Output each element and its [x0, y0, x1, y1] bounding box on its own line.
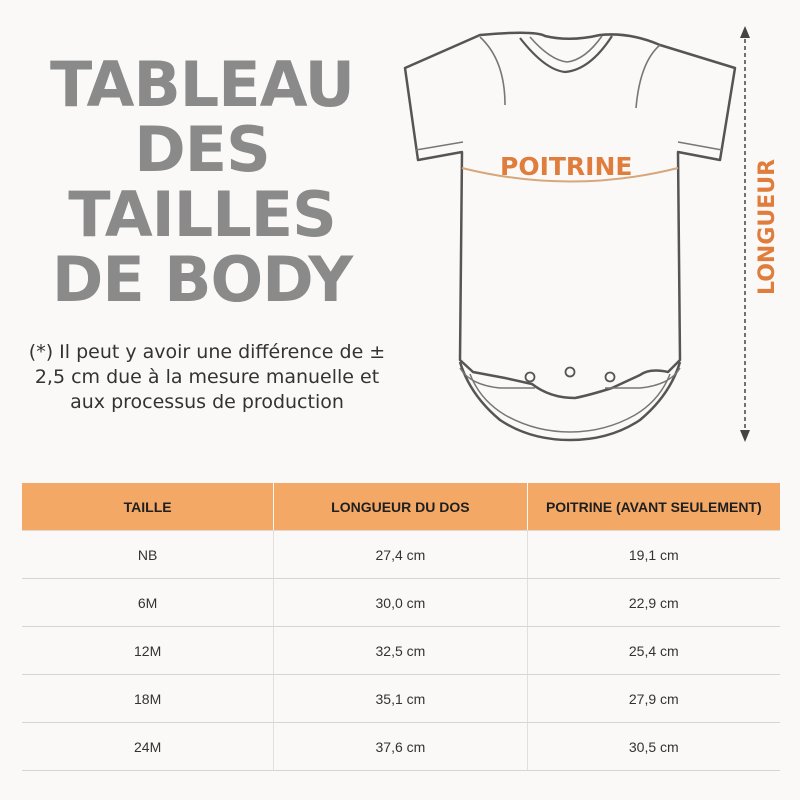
cell-size: 18M — [22, 675, 274, 723]
snap-center — [566, 368, 575, 377]
measurement-note: (*) Il peut y avoir une différence de ± 2,5 cm due à la mesure manuelle et aux processus de production — [28, 341, 386, 413]
bodysuit-outline — [405, 33, 735, 398]
title-line-4: DE BODY — [51, 243, 353, 316]
table-row — [22, 675, 780, 723]
table-row — [22, 579, 780, 627]
title-line-2: DES — [134, 113, 270, 186]
length-label: LONGUEUR — [755, 158, 780, 295]
cell-chest: 19,1 cm — [527, 531, 780, 579]
header-size: TAILLE — [22, 483, 274, 531]
table-row — [22, 723, 780, 771]
cell-chest: 22,9 cm — [527, 579, 780, 627]
title-line-3: TAILLES — [68, 178, 336, 251]
header-back-length: LONGUEUR DU DOS — [274, 483, 527, 531]
table-row — [22, 627, 780, 675]
table-header-row — [22, 483, 780, 531]
chest-label: POITRINE — [500, 152, 633, 181]
cell-back-length: 37,6 cm — [274, 723, 527, 771]
page-title — [22, 48, 382, 316]
cell-size: 24M — [22, 723, 274, 771]
cell-size: 6M — [22, 579, 274, 627]
cell-back-length: 27,4 cm — [274, 531, 527, 579]
cell-chest: 25,4 cm — [527, 627, 780, 675]
table-row — [22, 531, 780, 579]
cell-back-length: 35,1 cm — [274, 675, 527, 723]
length-arrow-top — [740, 26, 750, 38]
cell-size: NB — [22, 531, 274, 579]
cell-size: 12M — [22, 627, 274, 675]
title-line-1: TABLEAU — [50, 48, 354, 121]
snap-right — [606, 373, 615, 382]
cell-back-length: 30,0 cm — [274, 579, 527, 627]
cell-back-length: 32,5 cm — [274, 627, 527, 675]
size-chart-table — [22, 483, 780, 771]
cell-chest: 27,9 cm — [527, 675, 780, 723]
snap-left — [526, 373, 535, 382]
bodysuit-diagram — [390, 20, 800, 450]
cell-chest: 30,5 cm — [527, 723, 780, 771]
header-chest: POITRINE (AVANT SEULEMENT) — [527, 483, 780, 531]
length-arrow-bottom — [740, 430, 750, 442]
